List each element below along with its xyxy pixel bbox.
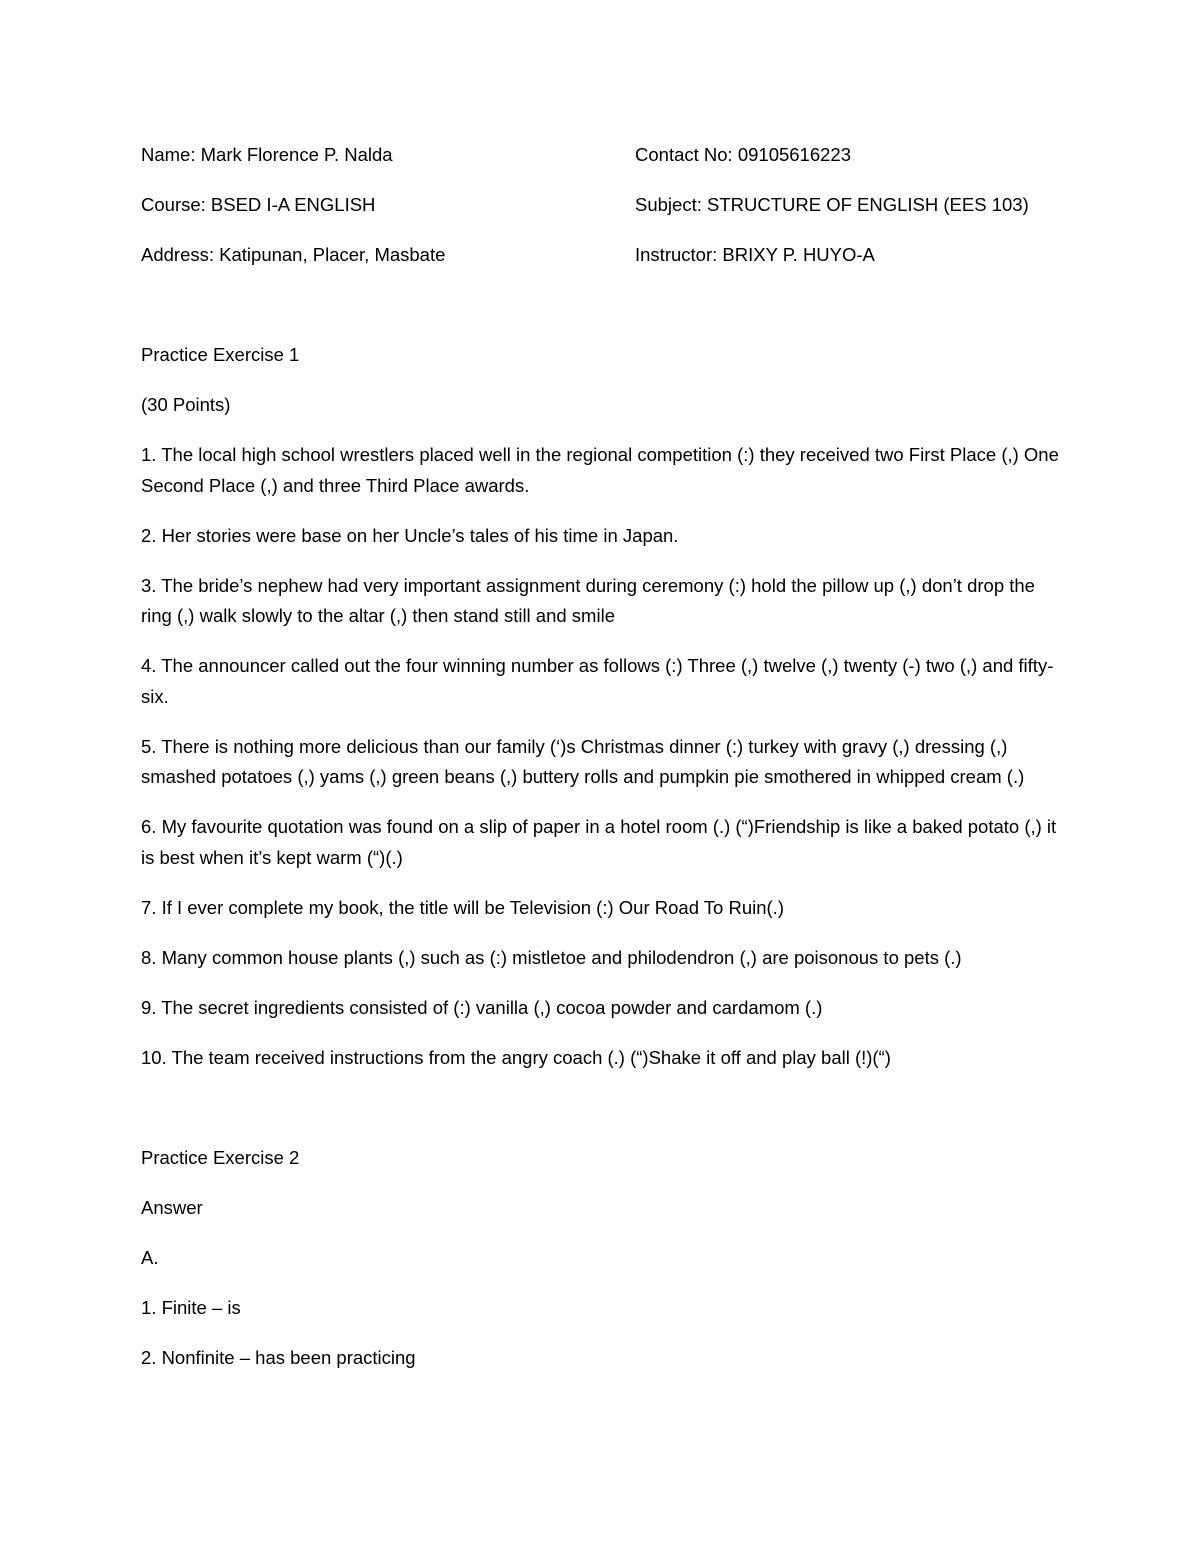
section-spacer [141,1093,1063,1143]
exercise-1-item: 4. The announcer called out the four winning number as follows (:) Three (,) twelve (,) twenty (-) two (,) and fifty-six. [141,655,1054,707]
instructor: Instructor: BRIXY P. HUYO-A [635,244,875,265]
document-body [141,340,1063,1393]
exercise-1-item: 2. Her stories were base on her Uncle’s tales of his time in Japan. [141,524,679,546]
exercise-1-item: 6. My favourite quotation was found on a slip of paper in a hotel room (.) (“)Friendship is like a baked potato (,) it is best when it’s kept warm (“)(.) [141,816,1057,868]
subject: Subject: STRUCTURE OF ENGLISH (EES 103) [635,194,1029,215]
exercise-1-item: 3. The bride’s nephew had very important assignment during ceremony (:) hold the pillow up (,) don’t drop the ring (,) walk slowly to the altar (,) then stand still and smile [141,574,1035,626]
header-row-3 [141,240,1061,290]
exercise-1-item: 7. If I ever complete my book, the title will be Television (:) Our Road To Ruin(.) [141,896,784,918]
exercise-2-title: Practice Exercise 2 [141,1146,300,1168]
course: Course: BSED I-A ENGLISH [141,194,376,215]
exercise-1-title: Practice Exercise 1 [141,344,300,365]
exercise-2-answer-label: Answer [141,1196,203,1218]
header-row-1 [141,140,1061,190]
exercise-1-item: 9. The secret ingredients consisted of (:) vanilla (,) cocoa powder and cardamom (.) [141,996,823,1018]
exercise-2-item: 2. Nonfinite – has been practicing [141,1346,416,1368]
student-info-header [141,140,1061,290]
exercise-1-points: (30 Points) [141,394,231,415]
header-row-2 [141,190,1061,240]
student-name: Name: Mark Florence P. Nalda [141,144,393,165]
exercise-2-item: 1. Finite – is [141,1296,241,1318]
exercise-1-item: 8. Many common house plants (,) such as (:) mistletoe and philodendron (,) are poisonous to pets (.) [141,946,962,968]
exercise-2-section-label: A. [141,1246,159,1268]
exercise-1-item: 5. There is nothing more delicious than our family (‘)s Christmas dinner (:) turkey with gravy (,) dressing (,) smashed potatoes (,) yams (,) green beans (,) buttery rolls and pumpkin pie smothered in whipped cream (.) [141,735,1025,787]
exercise-1-item: 10. The team received instructions from the angry coach (.) (“)Shake it off and play ball (!)(“) [141,1046,891,1068]
address: Address: Katipunan, Placer, Masbate [141,244,446,265]
exercise-1-item: 1. The local high school wrestlers placed well in the regional competition (:) they received two First Place (,) One Second Place (,) and three Third Place awards. [141,444,1059,496]
contact-number: Contact No: 09105616223 [635,144,852,165]
